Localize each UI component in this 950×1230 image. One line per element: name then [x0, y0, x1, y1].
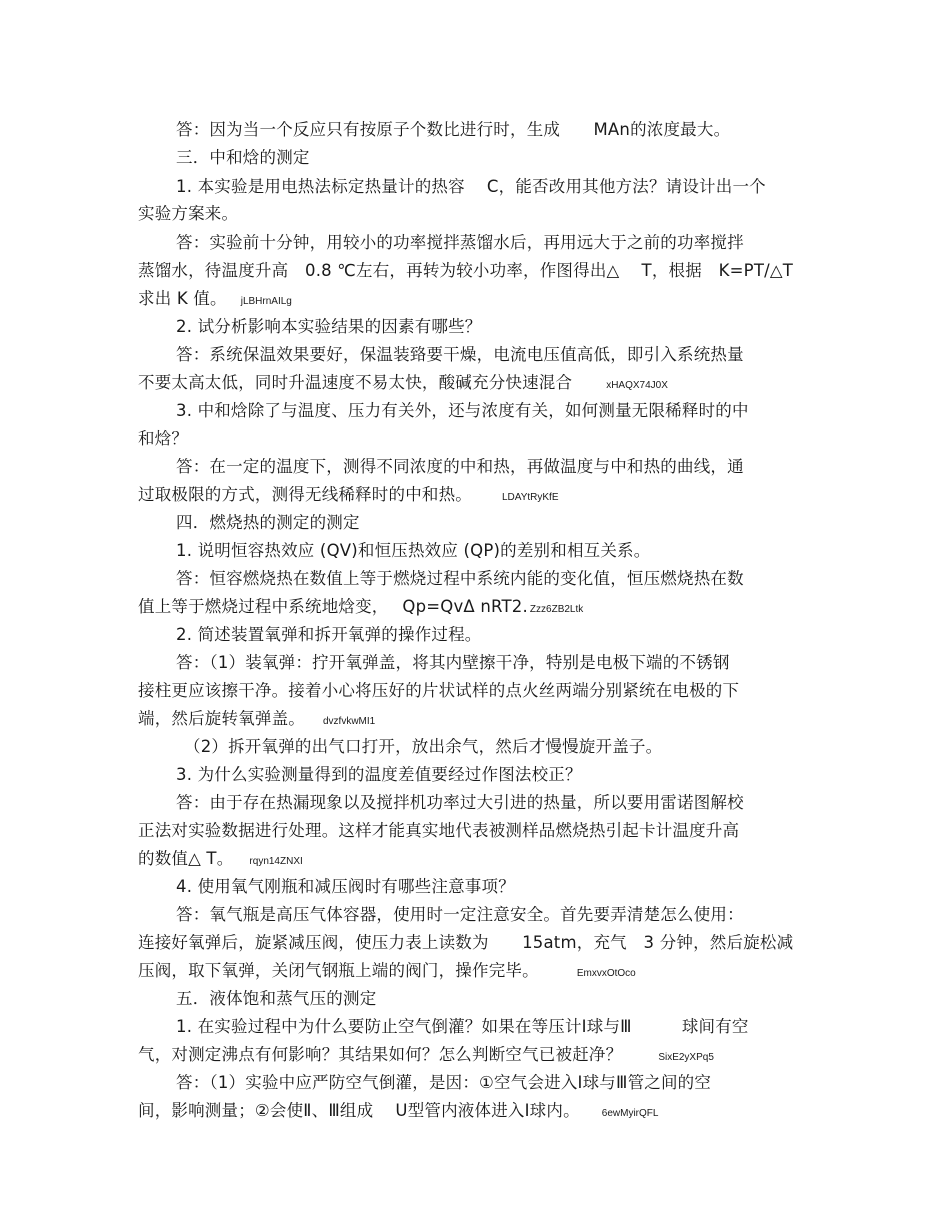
text-line — [138, 709, 375, 732]
answer-line: 答：系统保温效果要好，保温装臵要干燥，电流电压值高低，即引入系统热量 — [176, 345, 744, 364]
question-line: 3. 中和焓除了与温度、压力有关外，还与浓度有关，如何测量无限稀释时的中 — [176, 401, 749, 420]
watermark-code: 6ewMyirQFL — [601, 1108, 659, 1119]
question-line: 2. 简述装置氧弹和拆开氧弹的操作过程。 — [176, 625, 482, 644]
question-line: 3. 为什么实验测量得到的温度差值要经过作图法校正？ — [176, 765, 582, 784]
line-text: 间，影响测量；②会使Ⅱ、Ⅲ组成 U型管内液体进入Ⅰ球内。 — [138, 1101, 580, 1120]
line-text: 值上等于燃烧过程中系统地焓变， Qp=QvΔ nRT2. — [138, 597, 528, 616]
text-line — [138, 849, 303, 872]
section-heading: 五．液体饱和蒸气压的测定 — [176, 989, 377, 1008]
text-line — [138, 1101, 658, 1124]
line-text: 过取极限的方式，测得无线稀释时的中和热。 — [138, 485, 472, 504]
text-line: 答：因为当一个反应只有按原子个数比进行时，生成 MAn的浓度最大。 — [176, 120, 731, 139]
question-line: 1. 本实验是用电热法标定热量计的热容 C，能否改用其他方法？请设计出一个 — [176, 177, 766, 196]
line-text: 的数值△ T。 — [138, 849, 234, 868]
text-line: 和焓？ — [138, 429, 189, 448]
text-line: 实验方案来。 — [138, 204, 239, 223]
watermark-code: EmxvxOtOco — [576, 968, 636, 979]
text-line: 连接好氧弹后，旋紧减压阀，使压力表上读数为 15atm，充气 3 分钟，然后旋松减 — [138, 933, 794, 952]
watermark-code: Zzz6ZB2Ltk — [529, 604, 584, 615]
line-text: 气，对测定沸点有何影响？其结果如何？怎么判断空气已被赶净？ — [138, 1045, 623, 1064]
section-heading: 三．中和焓的测定 — [176, 148, 310, 167]
line-text: 压阀，取下氧弹，关闭气钢瓶上端的阀门，操作完毕。 — [138, 961, 539, 980]
line-text: 端，然后旋转氧弹盖。 — [138, 709, 305, 728]
text-line — [138, 597, 583, 620]
question-line: 1. 在实验过程中为什么要防止空气倒灌？如果在等压计Ⅰ球与Ⅲ 球间有空 — [176, 1017, 749, 1036]
text-line: （2）拆开氧弹的出气口打开，放出余气，然后才慢慢旋开盖子。 — [184, 737, 663, 756]
text-line — [138, 289, 292, 312]
text-line: 正法对实验数据进行处理。这样才能真实地代表被测样品燃烧热引起卡计温度升高 — [138, 821, 740, 840]
answer-line: 答：实验前十分钟，用较小的功率搅拌蒸馏水后，再用远大于之前的功率搅拌 — [176, 233, 744, 252]
text-line: 蒸馏水，待温度升高 0.8 ℃左右，再转为较小功率，作图得出△ T，根据 K=PT/△T — [138, 261, 794, 280]
answer-line: 答：在一定的温度下，测得不同浓度的中和热，再做温度与中和热的曲线，通 — [176, 457, 744, 476]
question-line: 4. 使用氧气刚瓶和减压阀时有哪些注意事项？ — [176, 877, 515, 896]
answer-line: 答：由于存在热漏现象以及搅拌机功率过大引进的热量，所以要用雷诺图解校 — [176, 793, 744, 812]
watermark-code: jLBHrnAILg — [240, 296, 292, 307]
watermark-code: LDAYtRyKfE — [502, 492, 559, 503]
answer-line: 答：恒容燃烧热在数值上等于燃烧过程中系统内能的变化值，恒压燃烧热在数 — [176, 569, 744, 588]
question-line: 2. 试分析影响本实验结果的因素有哪些？ — [176, 317, 482, 336]
section-heading: 四．燃烧热的测定的测定 — [176, 513, 360, 532]
text-line — [138, 373, 668, 396]
text-line — [138, 485, 559, 508]
answer-line: 答：（1）实验中应严防空气倒灌，是因：①空气会进入Ⅰ球与Ⅲ管之间的空 — [176, 1073, 712, 1092]
line-text: 求出 K 值。 — [138, 289, 227, 308]
watermark-code: xHAQX74J0X — [606, 380, 668, 391]
watermark-code: SixE2yXPq5 — [658, 1052, 714, 1063]
watermark-code: dvzfvkwMI1 — [323, 716, 376, 727]
line-text: 不要太高太低，同时升温速度不易太快，酸碱充分快速混合 — [138, 373, 573, 392]
text-line — [138, 961, 636, 984]
watermark-code: rqyn14ZNXI — [249, 856, 303, 867]
text-line — [138, 1045, 714, 1068]
answer-line: 答：（1）装氧弹：拧开氧弹盖，将其内壁擦干净，特别是电极下端的不锈钢 — [176, 653, 730, 672]
question-line: 1. 说明恒容热效应 (QV)和恒压热效应 (QP)的差别和相互关系。 — [176, 541, 651, 560]
text-line: 接柱更应该擦干净。接着小心将压好的片状试样的点火丝两端分别紧统在电极的下 — [138, 681, 740, 700]
answer-line: 答：氧气瓶是高压气体容器，使用时一定注意安全。首先要弄清楚怎么使用： — [176, 905, 744, 924]
